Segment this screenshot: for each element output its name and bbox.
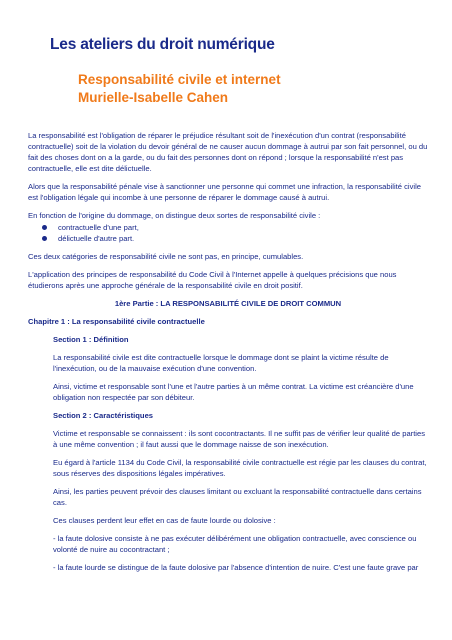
bullet-list: [28, 222, 428, 244]
section-heading: Section 1 : Définition: [53, 335, 129, 344]
list-item: délictuelle d'autre part.: [28, 233, 428, 244]
author-name: Murielle-Isabelle Cahen: [78, 90, 229, 105]
intro-paragraph-2: Alors que la responsabilité pénale vise à sanctionner une personne qui commet une infraction, la responsabilité civile est l'obligation légale qui incombe à une personne de réparer le dommage causé à autrui.: [28, 182, 421, 202]
intro-paragraph-4: Ces deux catégories de responsabilité civile ne sont pas, en principe, cumulables.: [28, 252, 304, 261]
section-paragraph: La responsabilité civile est dite contractuelle lorsque le dommage dont se plaint la victime résulte de l'inexécution, ou de la mauvaise exécution d'une convention.: [53, 353, 389, 373]
intro-paragraph-1: La responsabilité est l'obligation de réparer le préjudice résultant soit de l'inexécution d'un contrat (responsabilité contractuelle) soit de la violation du devoir général de ne causer aucun dommage à autrui par son fait personnel, ou du fait des choses dont on a la garde, ou du fait des personnes dont on répond ; lorsque la responsabilité n'est pas contractuelle, elle est dite délictuelle.: [28, 131, 428, 173]
part-heading: 1ère Partie : LA RESPONSABILITÉ CIVILE DE DROIT COMMUN: [114, 299, 342, 308]
document-title-block: [78, 71, 281, 107]
section-paragraph: - la faute dolosive consiste à ne pas exécuter délibérément une obligation contractuelle, avec conscience ou volonté de nuire au cocontractant ;: [53, 534, 417, 554]
bullet-icon: [42, 225, 47, 230]
document-title: Responsabilité civile et internet: [78, 72, 281, 87]
section-paragraph: Eu égard à l'article 1134 du Code Civil, la responsabilité civile contractuelle est régie par les clauses du contrat, sous réserves des dispositions légales impératives.: [53, 458, 427, 478]
site-title: Les ateliers du droit numérique: [50, 36, 275, 53]
intro-paragraph-5: L'application des principes de responsabilité du Code Civil à l'Internet appelle à quelques précisions que nous étudierons après une approche générale de la responsabilité civile en droit positif.: [28, 270, 397, 290]
section-paragraph: Ces clauses perdent leur effet en cas de faute lourde ou dolosive :: [53, 516, 276, 525]
chapter-heading: Chapitre 1 : La responsabilité civile contractuelle: [28, 317, 205, 326]
section-paragraph: - la faute lourde se distingue de la faute dolosive par l'absence d'intention de nuire. C'est une faute grave par: [53, 563, 419, 572]
section-paragraph: Ainsi, les parties peuvent prévoir des clauses limitant ou excluant la responsabilité contractuelle dans certains cas.: [53, 487, 422, 507]
section-paragraph: Victime et responsable se connaissent : ils sont cocontractants. Il ne suffit pas de vérifier leur qualité de parties à une même convention ; il faut aussi que le dommage naisse de son inexécution.: [53, 429, 426, 449]
document-body: [28, 130, 428, 580]
bullet-icon: [42, 236, 47, 241]
section-heading: Section 2 : Caractéristiques: [53, 411, 154, 420]
intro-paragraph-3: En fonction de l'origine du dommage, on distingue deux sortes de responsabilité civile :: [28, 211, 321, 220]
list-item: contractuelle d'une part,: [28, 222, 428, 233]
section-paragraph: Ainsi, victime et responsable sont l'une et l'autre parties à un même contrat. La victime est créancière d'une obligation non respectée par son débiteur.: [53, 382, 414, 402]
